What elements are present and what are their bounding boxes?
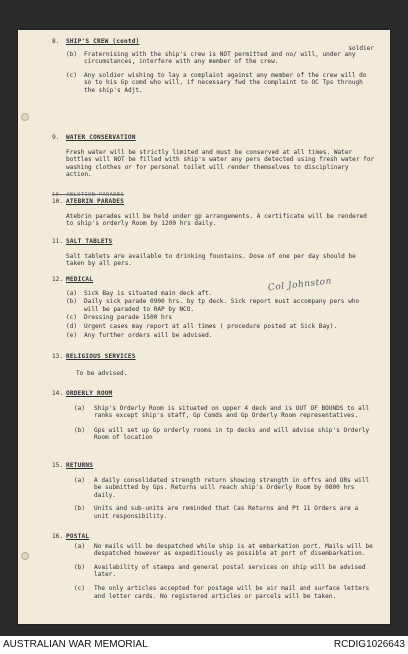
list-item: (b) Gps will set up Gp orderly rooms in tp decks and will advise ship's Orderly Room of location: [74, 426, 370, 442]
section-title: SALT TABLETS: [66, 238, 113, 245]
section-water-conservation: [52, 134, 376, 179]
list-item: (c) Any soldier wishing to lay a complaint against any member of the crew will do so to his Gp comd who will, if necessary fwd the complaint to OC Tps through the ship's Adjt.: [66, 71, 367, 94]
document-page: [18, 30, 390, 624]
footer-reference: RCDIG1026643: [333, 639, 405, 650]
section-number: 13.: [52, 353, 64, 360]
list-item: (a) A daily consolidated strength return showing strength in offrs and ORs will be submitted by Gps. Returns will reach ship's Orderly Room by 0800 hrs daily.: [74, 476, 370, 499]
footer-source: AUSTRALIAN WAR MEMORIAL: [3, 639, 148, 650]
section-title: WATER CONSERVATION: [66, 134, 136, 141]
section-atebrin-parades: [52, 198, 376, 228]
section-title: SHIP'S CREW (contd): [66, 38, 140, 45]
list-item: (c) Dressing parade 1500 hrs: [66, 314, 173, 322]
section-title: MEDICAL: [66, 276, 94, 283]
list-item: (b) Fraternising with the ship's crew is NOT permitted and no/ will, under any circumstances, interfere with any member of the crew.: [66, 50, 356, 66]
punch-hole: [21, 552, 29, 560]
punch-hole: [21, 113, 29, 121]
section-body: Fresh water will be strictly limited and must be conserved at all times. Water bottles will NOT be filled with ship's water any pers detected using fresh water for washing clothes or for personal toilet will render themselves to disciplinary action.: [66, 148, 375, 179]
struck-line: 10. ABLUTION PARADES: [52, 192, 125, 198]
section-number: 9.: [52, 134, 60, 141]
section-salt-tablets: [52, 238, 376, 268]
handwritten-annotation: Col Johnston: [267, 276, 333, 294]
list-item: (b) Daily sick parade 0900 hrs. by tp deck. Sick report must accompany pers who will be paraded to RAP by NCO.: [66, 298, 360, 313]
section-title: POSTAL: [66, 533, 90, 540]
section-religious-services: [52, 353, 376, 377]
section-number: 15.: [52, 462, 64, 469]
top-fragment: soldier: [348, 45, 374, 52]
section-title: ORDERLY ROOM: [66, 390, 113, 397]
list-item: (c) The only articles accepted for postage will be air mail and surface letters and letter cards. No registered articles or parcels will be taken.: [74, 584, 370, 600]
list-item: (a) No mails will be despatched while ship is at embarkation port. Mails will be despatched however as expeditiously as possible at port of disembarkation.: [74, 542, 373, 558]
archive-footer: [0, 636, 408, 654]
list-item: (e) Any further orders will be advised.: [66, 331, 213, 339]
section-orderly-room: [52, 390, 376, 442]
section-body: Salt tablets are available to drinking fountains. Dose of one per day should be taken by all pers.: [66, 252, 356, 268]
section-title: RETURNS: [66, 462, 94, 469]
section-number: 11.: [52, 238, 64, 245]
section-body: To be advised.: [76, 369, 128, 377]
list-item: (b) Units and sub-units are reminded that Cas Returns and Pt 11 Orders are a unit responsibility.: [74, 505, 359, 520]
list-item: (d) Urgent cases may report at all times ( procedure posted at Sick Bay).: [66, 322, 338, 330]
section-number: 14.: [52, 390, 64, 397]
list-item: (a) Sick Bay is situated main deck aft.: [66, 289, 213, 297]
section-ships-crew: [52, 38, 376, 95]
section-title: RELIGIOUS SERVICES: [66, 353, 136, 360]
section-body: Atebrin parades will be held under gp arrangements. A certificate will be rendered to ship's orderly Room by 1200 hrs daily.: [66, 212, 367, 228]
section-number: 8.: [52, 38, 60, 45]
list-item: (a) Ship's Orderly Room is situated on upper 4 deck and is OUT OF BOUNDS to all ranks except ship's staff, Gp Comds and Gp Orderly Room representatives.: [74, 404, 370, 420]
section-title: ATEBRIN PARADES: [66, 198, 125, 205]
section-returns: [52, 462, 376, 521]
section-postal: [52, 533, 376, 600]
section-number: 12.: [52, 276, 64, 283]
section-number: 10.: [52, 198, 64, 205]
section-number: 16.: [52, 533, 64, 540]
list-item: (b) Availability of stamps and general postal services on ship will be advised later.: [74, 563, 366, 579]
